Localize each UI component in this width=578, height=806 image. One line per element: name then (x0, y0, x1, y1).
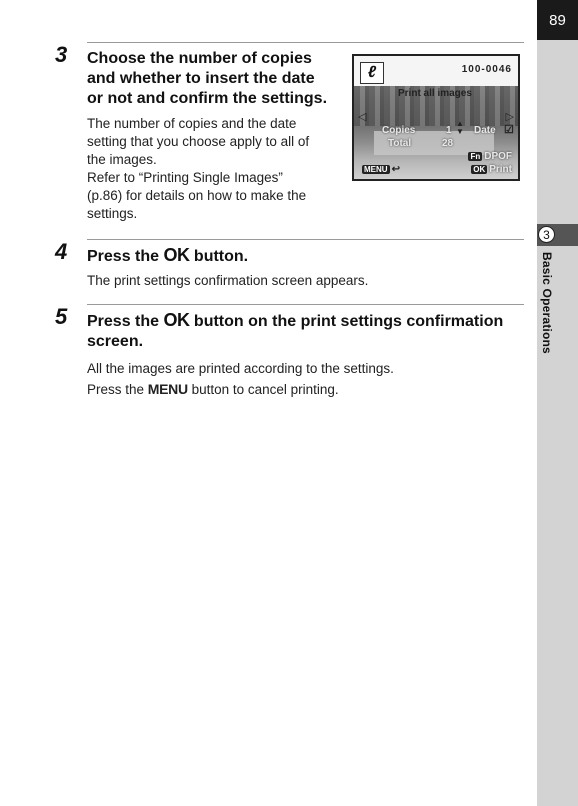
total-label: Total (388, 138, 412, 149)
ok-key-icon: OK (473, 165, 486, 174)
ok-button-glyph: OK (163, 310, 190, 330)
copies-label: Copies (382, 125, 416, 136)
step-title (87, 245, 248, 267)
body-text-part: button to cancel printing. (187, 382, 339, 397)
pictbridge-icon: ℓ (360, 62, 384, 84)
date-label: Date (474, 125, 496, 136)
step-number: 3 (55, 42, 68, 67)
page-number: 89 (537, 0, 578, 40)
body-line: Refer to “Printing Single Images” (87, 170, 283, 185)
step-body: The print settings confirmation screen appears. (87, 273, 369, 288)
step-number: 5 (55, 304, 68, 329)
body-line: setting that you choose apply to all of (87, 134, 310, 149)
fn-key-icon: Fn (470, 152, 481, 161)
total-value: 28 (442, 138, 454, 149)
divider-rule (87, 239, 524, 240)
fn-dpof (468, 151, 512, 162)
title-text: Press the (87, 248, 164, 265)
camera-screen-illustration (352, 54, 520, 181)
body-line: All the images are printed according to the settings. (87, 361, 394, 376)
chapter-title: Basic Operations (540, 252, 554, 354)
chapter-number: 3 (538, 226, 555, 243)
step-title (87, 310, 503, 352)
divider-rule (87, 304, 524, 305)
body-line: (p.86) for details on how to make the (87, 188, 307, 203)
date-checkbox-icon: ☑ (504, 124, 514, 136)
body-line: settings. (87, 206, 138, 221)
copies-value: 1 (446, 125, 452, 136)
side-tab-bar (537, 0, 578, 806)
ok-button-glyph: OK (163, 245, 190, 265)
step-body (87, 359, 394, 400)
title-text: screen. (87, 333, 144, 350)
body-text-part: Press the (87, 382, 148, 397)
ok-label: Print (489, 164, 512, 175)
step-title-line: Choose the number of copies (87, 50, 312, 67)
up-down-arrows-icon: ▲ ▼ (456, 119, 464, 136)
body-line: The number of copies and the date (87, 116, 297, 131)
arrow-left-icon: ◁ (358, 111, 367, 123)
ok-print (471, 164, 512, 175)
menu-back (362, 164, 400, 175)
fn-label: DPOF (484, 151, 512, 162)
step-body (87, 115, 309, 223)
menu-button-glyph: MENU (147, 381, 188, 397)
step-title-line: and whether to insert the date (87, 70, 315, 87)
title-text: button on the print settings confirmation (189, 313, 504, 330)
back-arrow-icon: ↩ (391, 164, 400, 175)
body-line: the images. (87, 152, 157, 167)
step-number: 4 (55, 239, 68, 264)
body-line (87, 379, 394, 400)
divider-rule (87, 42, 524, 43)
mode-label: Print all images (398, 88, 472, 99)
file-number: 100-0046 (461, 64, 512, 75)
step-title (87, 49, 327, 109)
step-title-line: or not and confirm the settings. (87, 90, 328, 107)
title-text: Press the (87, 313, 164, 330)
title-text: button. (189, 248, 249, 265)
arrow-right-icon: ▷ (505, 111, 514, 123)
menu-key-icon: MENU (364, 165, 388, 174)
